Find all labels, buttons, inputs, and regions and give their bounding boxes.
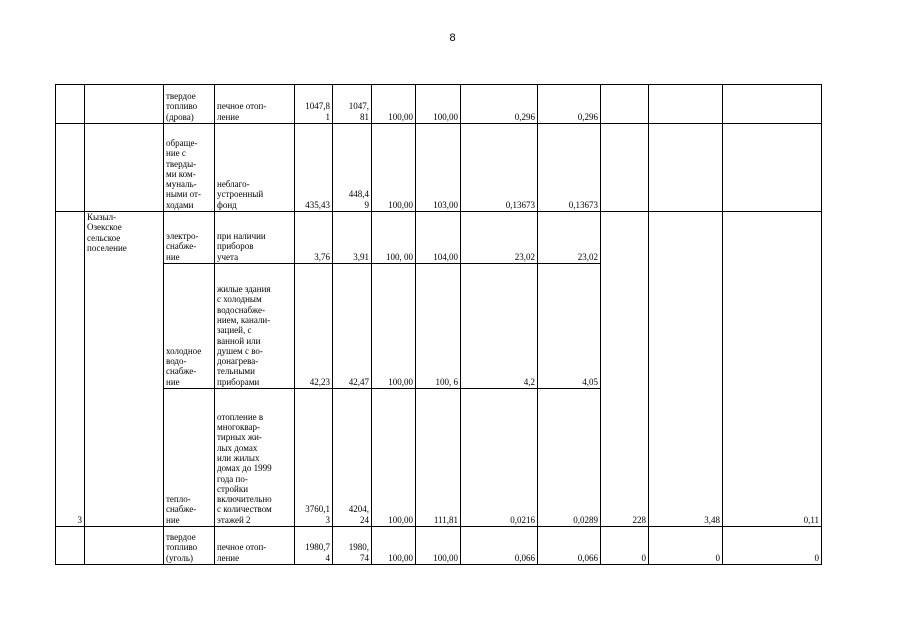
cell-service: обраще- ние с тверды- ми ком- муналь- ными от- ходами xyxy=(164,124,215,212)
table-row xyxy=(56,527,822,565)
cell-norm-1: 0,0216 xyxy=(461,389,538,527)
cell-settlement: Кызыл- Озекское сельское поселение xyxy=(85,212,164,527)
cell-extra-3 xyxy=(723,124,822,212)
cell-value-2: 4204, 24 xyxy=(333,389,372,527)
cell-value-2: 1047, 81 xyxy=(333,85,372,124)
cell-value-1: 435,43 xyxy=(295,124,333,212)
cell-percent-1: 100,00 xyxy=(372,527,416,565)
cell-extra-1: 0 xyxy=(601,527,649,565)
cell-percent-2: 104,00 xyxy=(416,212,461,264)
cell-settlement xyxy=(85,527,164,565)
cell-norm-1: 0,066 xyxy=(461,527,538,565)
cell-category: при наличии приборов учета xyxy=(215,212,295,264)
cell-value-1: 3760,1 3 xyxy=(295,389,333,527)
tariff-table xyxy=(55,84,822,565)
cell-norm-1: 0,296 xyxy=(461,85,538,124)
cell-extra-3: 0 xyxy=(723,527,822,565)
cell-norm-2: 0,13673 xyxy=(538,124,601,212)
cell-category: печное отоп- ление xyxy=(215,527,295,565)
cell-percent-1: 100,00 xyxy=(372,124,416,212)
cell-extra-2 xyxy=(649,85,723,124)
cell-percent-1: 100, 00 xyxy=(372,212,416,264)
cell-value-2: 1980, 74 xyxy=(333,527,372,565)
cell-value-1: 3,76 xyxy=(295,212,333,264)
cell-service: тепло- снабже- ние xyxy=(164,389,215,527)
cell-value-1: 1047,8 1 xyxy=(295,85,333,124)
cell-percent-2: 103,00 xyxy=(416,124,461,212)
cell-extra-1 xyxy=(601,124,649,212)
cell-settlement xyxy=(85,85,164,124)
cell-num xyxy=(56,85,85,124)
cell-norm-2: 4,05 xyxy=(538,264,601,389)
cell-percent-2: 111,81 xyxy=(416,389,461,527)
cell-num: 3 xyxy=(56,212,85,527)
cell-extra-1: 228 xyxy=(601,212,649,527)
cell-value-2: 3,91 xyxy=(333,212,372,264)
cell-value-1: 1980,7 4 xyxy=(295,527,333,565)
cell-num xyxy=(56,124,85,212)
cell-service: твердое топливо (уголь) xyxy=(164,527,215,565)
cell-service: электро- снабже- ние xyxy=(164,212,215,264)
cell-category: печное отоп- ление xyxy=(215,85,295,124)
cell-settlement xyxy=(85,124,164,212)
cell-service: твердое топливо (дрова) xyxy=(164,85,215,124)
cell-extra-2: 3,48 xyxy=(649,212,723,527)
cell-percent-2: 100,00 xyxy=(416,527,461,565)
cell-percent-2: 100,00 xyxy=(416,85,461,124)
cell-norm-1: 23,02 xyxy=(461,212,538,264)
table-row xyxy=(56,212,822,264)
cell-value-2: 448,4 9 xyxy=(333,124,372,212)
cell-norm-2: 0,296 xyxy=(538,85,601,124)
cell-percent-1: 100,00 xyxy=(372,264,416,389)
page-number: 8 xyxy=(449,32,456,44)
cell-extra-3: 0,11 xyxy=(723,212,822,527)
cell-value-2: 42,47 xyxy=(333,264,372,389)
cell-norm-2: 0,0289 xyxy=(538,389,601,527)
cell-percent-2: 100, 6 xyxy=(416,264,461,389)
table-row xyxy=(56,124,822,212)
cell-category: жилые здания с холодным водоснабже- нием, канали- зацией, с ванной или душем с во- донагрева- тельными приборами xyxy=(215,264,295,389)
table-row xyxy=(56,85,822,124)
cell-extra-2 xyxy=(649,124,723,212)
cell-service: холодное водо- снабже- ние xyxy=(164,264,215,389)
cell-value-1: 42,23 xyxy=(295,264,333,389)
cell-extra-2: 0 xyxy=(649,527,723,565)
cell-norm-2: 0,066 xyxy=(538,527,601,565)
cell-category: отопление в многоквар- тирных жи- лых домах или жилых домах до 1999 года по- стройки включительно с количеством этажей 2 xyxy=(215,389,295,527)
cell-category: неблаго- устроенный фонд xyxy=(215,124,295,212)
cell-extra-3 xyxy=(723,85,822,124)
cell-norm-1: 0,13673 xyxy=(461,124,538,212)
cell-norm-1: 4,2 xyxy=(461,264,538,389)
cell-num xyxy=(56,527,85,565)
cell-percent-1: 100,00 xyxy=(372,85,416,124)
cell-extra-1 xyxy=(601,85,649,124)
cell-norm-2: 23,02 xyxy=(538,212,601,264)
cell-percent-1: 100,00 xyxy=(372,389,416,527)
